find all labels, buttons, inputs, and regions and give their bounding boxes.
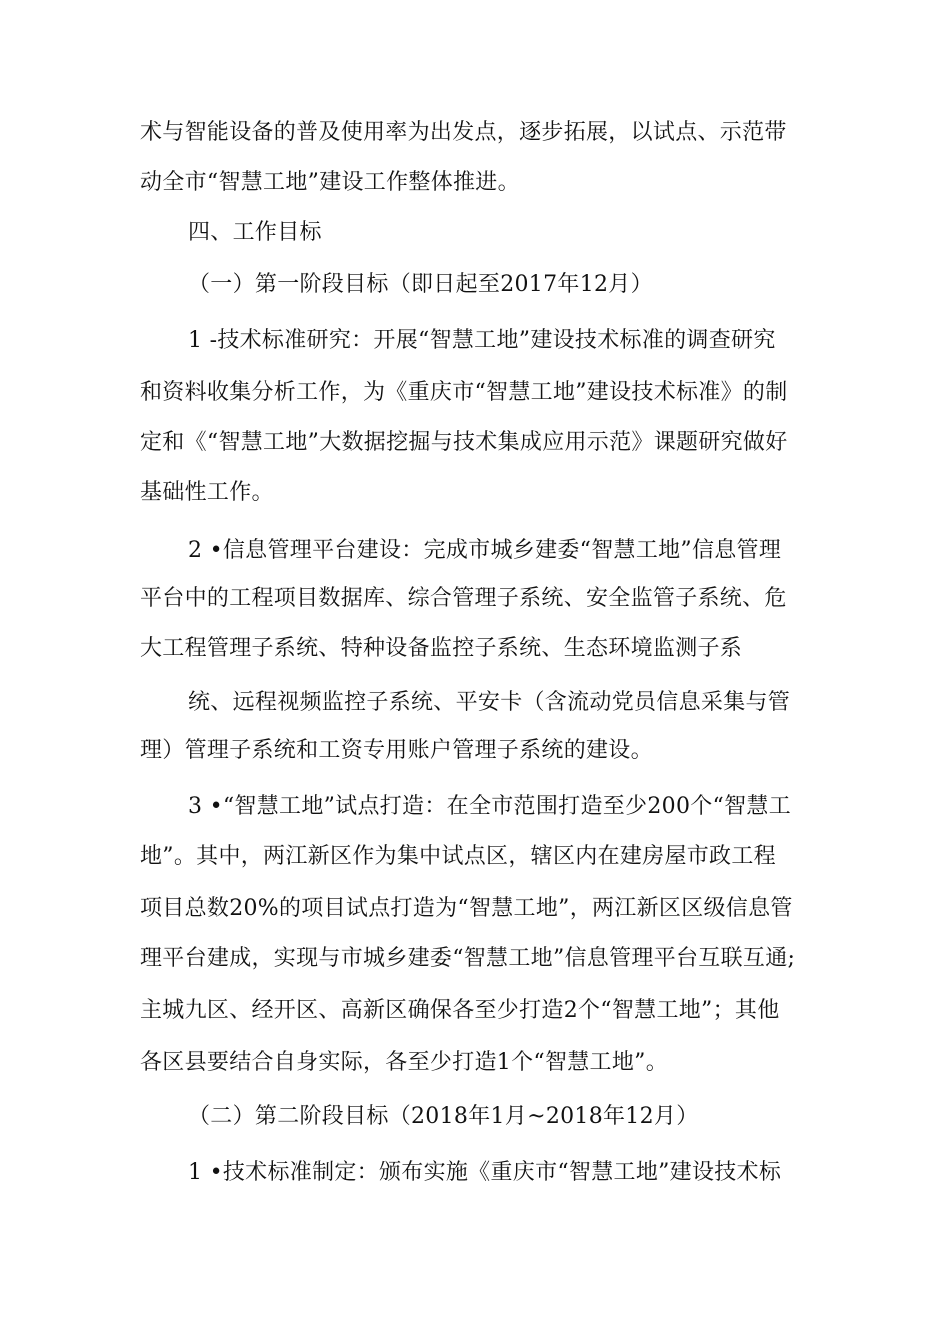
text-line: 理）管理子系统和工资专用账户管理子系统的建设。	[140, 738, 653, 763]
text-line: 平台中的工程项目数据库、综合管理子系统、安全监管子系统、危	[140, 586, 787, 611]
subsection-heading: （二）第二阶段目标（2018年1月~2018年12月）	[188, 1104, 699, 1129]
text-line: 1 •技术标准制定：颁布实施《重庆市“智慧工地”建设技术标	[188, 1160, 782, 1185]
text-line: 动全市“智慧工地”建设工作整体推进。	[140, 170, 520, 195]
text-line: 定和《“智慧工地”大数据挖掘与技术集成应用示范》课题研究做好	[140, 430, 788, 455]
text-line: 各区县要结合自身实际，各至少打造1个“智慧工地”。	[140, 1050, 668, 1075]
text-line: 理平台建成，实现与市城乡建委“智慧工地”信息管理平台互联互通;	[140, 946, 796, 971]
text-line: 3 •“智慧工地”试点打造：在全市范围打造至少200个“智慧工	[188, 794, 792, 819]
text-line: 1 -技术标准研究：开展“智慧工地”建设技术标准的调查研究	[188, 328, 776, 353]
text-line: 基础性工作。	[140, 480, 274, 505]
subsection-heading: （一）第一阶段目标（即日起至2017年12月）	[188, 272, 653, 297]
section-heading: 四、工作目标	[188, 220, 322, 245]
text-line: 2 •信息管理平台建设：完成市城乡建委“智慧工地”信息管理	[188, 538, 782, 563]
text-line: 统、远程视频监控子系统、平安卡（含流动党员信息采集与管	[188, 690, 791, 715]
text-line: 地”。其中，两江新区作为集中试点区，辖区内在建房屋市政工程	[140, 844, 776, 869]
text-line: 项目总数20%的项目试点打造为“智慧工地”，两江新区区级信息管	[140, 896, 793, 921]
text-line: 主城九区、经开区、高新区确保各至少打造2个“智慧工地”；其他	[140, 998, 780, 1023]
text-line: 和资料收集分析工作，为《重庆市“智慧工地”建设技术标准》的制	[140, 380, 788, 405]
text-line: 大工程管理子系统、特种设备监控子系统、生态环境监测子系	[140, 636, 743, 661]
text-line: 术与智能设备的普及使用率为出发点，逐步拓展，以试点、示范带	[140, 120, 787, 145]
